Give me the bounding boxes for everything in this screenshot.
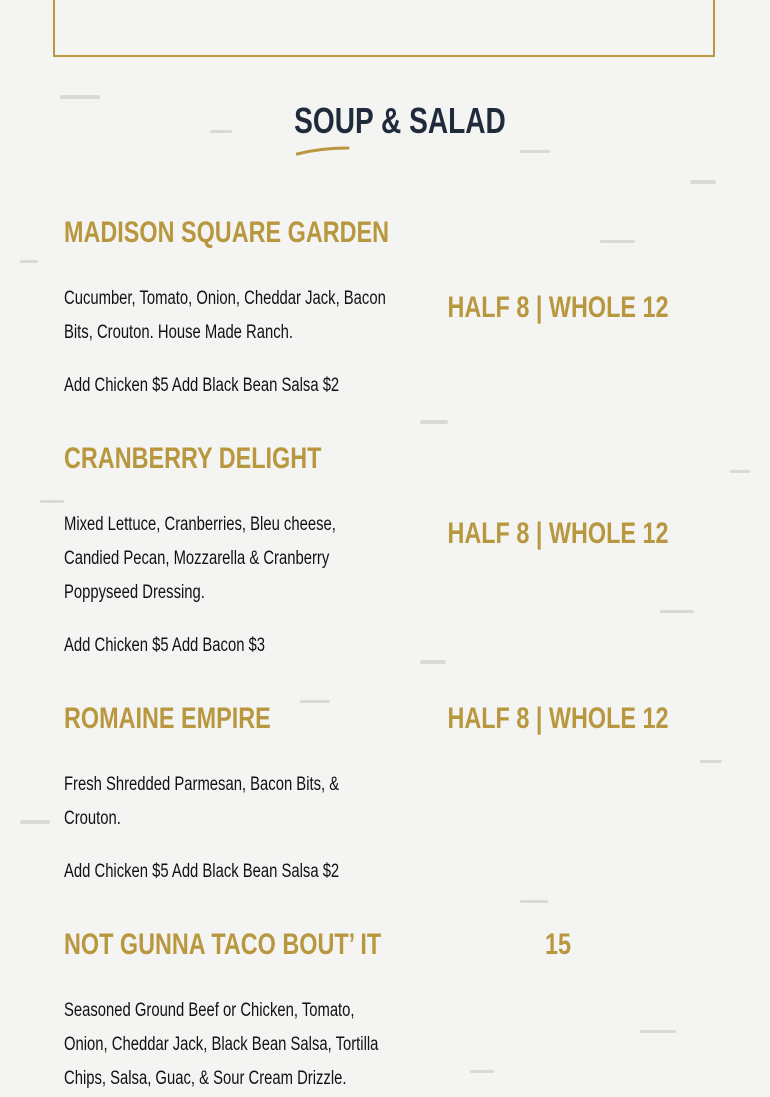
item-price: HALF 8 | WHOLE 12	[447, 517, 669, 550]
item-price: 15	[544, 928, 572, 961]
item-name: CRANBERRY DELIGHT	[64, 442, 322, 475]
item-addons: Add Chicken $5 Add Bacon $3	[64, 635, 266, 656]
top-frame-border	[53, 0, 715, 57]
item-description: Seasoned Ground Beef or Chicken, Tomato, Onion, Cheddar Jack, Black Bean Salsa, Tortilla Chips, Salsa, Guac, & Sour Cream Drizzle.	[64, 1000, 379, 1089]
item-description: Fresh Shredded Parmesan, Bacon Bits, & Crouton.	[64, 774, 340, 829]
item-addons: Add Chicken $5 Add Black Bean Salsa $2	[64, 375, 340, 396]
title-underline-decoration	[296, 146, 350, 156]
item-name: ROMAINE EMPIRE	[64, 702, 271, 735]
item-name: MADISON SQUARE GARDEN	[64, 216, 390, 249]
item-addons: Add Chicken $5 Add Black Bean Salsa $2	[64, 861, 340, 882]
item-name: NOT GUNNA TACO BOUT’ IT	[64, 928, 382, 961]
section-title: SOUP & SALAD	[294, 100, 506, 141]
item-price: HALF 8 | WHOLE 12	[447, 291, 669, 324]
item-description: Mixed Lettuce, Cranberries, Bleu cheese, Candied Pecan, Mozzarella & Cranberry Poppyseed Dressing.	[64, 514, 336, 603]
item-description: Cucumber, Tomato, Onion, Cheddar Jack, Bacon Bits, Crouton. House Made Ranch.	[64, 288, 386, 343]
item-price: HALF 8 | WHOLE 12	[447, 702, 669, 735]
